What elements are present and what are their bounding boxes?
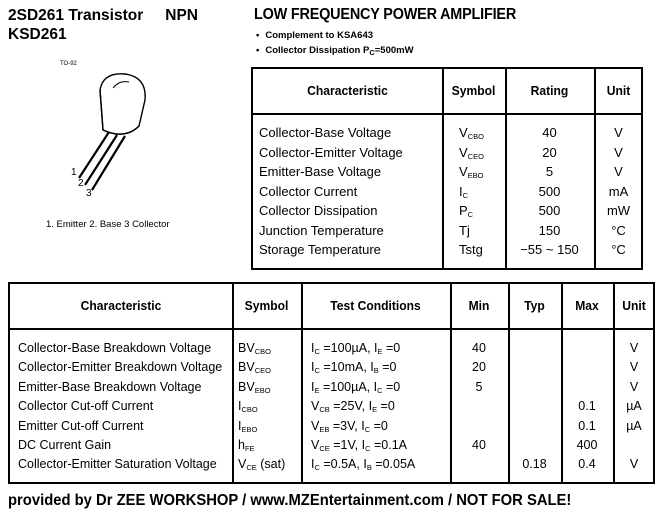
characteristic-cell: Storage Temperature [259, 242, 381, 257]
feature-item: • Collector Dissipation $P_C=500mW$ [256, 43, 414, 58]
pin-label: 2 [78, 178, 84, 189]
table-row [253, 223, 641, 243]
column-header: Unit [622, 298, 646, 313]
unit-cell: mW [606, 203, 631, 218]
symbol-cell: $h_{FE}$ [238, 438, 255, 453]
max-cell: 0.1 [578, 418, 596, 433]
pin-label: 3 [86, 188, 92, 199]
characteristic-cell: Collector Dissipation [259, 203, 378, 218]
characteristic-cell: Collector-Emitter Voltage [259, 144, 403, 160]
symbol-cell: $I_{CBO}$ [238, 399, 258, 415]
footer-credit: provided by Dr ZEE WORKSHOP / www.MZEntertainment.com / NOT FOR SALE! [8, 492, 572, 509]
table-row [10, 341, 653, 360]
unit-cell: µA [626, 418, 642, 433]
subscript: E [372, 405, 378, 415]
subscript: C [314, 463, 320, 473]
subscript: E [314, 385, 320, 395]
column-header: Characteristic [80, 298, 162, 313]
subscript: C [365, 444, 371, 453]
subscript: CB [319, 405, 330, 415]
min-cell: 40 [472, 341, 486, 355]
max-cell: 400 [576, 438, 598, 452]
characteristic-cell: Collector-Base Breakdown Voltage [18, 341, 212, 355]
subscript: CBO [254, 347, 271, 356]
characteristic-cell: Collector Current [259, 183, 358, 199]
table-row [10, 360, 653, 379]
characteristic-cell: Collector-Base Voltage [259, 125, 392, 140]
characteristic-cell: Collector-Emitter Breakdown Voltage [18, 360, 223, 375]
table-row [253, 184, 641, 204]
column-header: Min [468, 298, 490, 313]
subscript: EB [319, 424, 330, 434]
pin-legend: 1. Emitter 2. Base 3 Collector [46, 219, 170, 230]
subscript: CE [246, 463, 257, 473]
table-row [10, 438, 653, 457]
polarity-label: NPN [165, 7, 198, 24]
unit-cell: °C [611, 242, 626, 257]
part-alias: KSD261 [8, 26, 67, 43]
column-header: Test Conditions [330, 298, 421, 313]
rating-cell: 40 [542, 125, 557, 140]
subscript: CEO [254, 366, 271, 376]
table-row [253, 145, 641, 165]
part-title [8, 6, 198, 25]
subscript: C [377, 385, 383, 395]
symbol-cell: Tj [459, 222, 470, 238]
rating-cell: 5 [545, 164, 554, 179]
test-condition-cell: $I_C =100\mu A$, $I_E =0$ [311, 341, 401, 356]
subscript: CBO [467, 132, 484, 141]
characteristic-cell: Collector-Emitter Saturation Voltage [18, 457, 217, 472]
unit-cell: V [614, 125, 623, 140]
unit-cell: °C [611, 222, 626, 238]
subscript: EBO [254, 385, 271, 395]
column-header: Unit [606, 83, 631, 98]
max-cell: 0.1 [578, 399, 596, 414]
table-row [253, 203, 641, 223]
rating-cell: 500 [538, 203, 561, 218]
to92-package-drawing [55, 60, 215, 220]
subscript: B [366, 463, 372, 473]
pin-label: 1 [71, 167, 77, 178]
unit-cell: V [614, 144, 623, 160]
absolute-ratings-table [251, 67, 643, 270]
symbol-cell: $I_C$ [459, 183, 469, 200]
unit-cell: V [629, 341, 639, 355]
min-cell: 40 [472, 438, 486, 452]
symbol-cell: $V_{CE}$ (sat) [238, 457, 286, 473]
subscript: EBO [467, 171, 484, 180]
table-row [10, 419, 653, 438]
test-condition-cell: $I_E =100\mu A$, $I_C =0$ [311, 379, 401, 395]
characteristic-cell: Collector Cut-off Current [18, 399, 154, 414]
subscript: B [373, 366, 379, 376]
max-cell: 0.4 [578, 457, 596, 472]
characteristic-cell: DC Current Gain [18, 438, 112, 452]
table-row [253, 242, 641, 262]
unit-cell: mA [608, 183, 629, 199]
subscript: C [314, 347, 320, 356]
test-condition-cell: $V_{EB} =3V$, $I_C =0$ [311, 418, 388, 434]
table-row [10, 457, 653, 476]
unit-cell: V [629, 379, 639, 394]
characteristic-cell: Junction Temperature [259, 222, 384, 238]
subscript: FE [244, 444, 255, 453]
test-condition-cell: $I_C =0.5A$, $I_B =0.05A$ [311, 457, 416, 473]
feature-item: • Complement to KSA643 [256, 28, 414, 43]
min-cell: 20 [472, 360, 486, 375]
rating-cell: 500 [538, 183, 561, 199]
column-header: Symbol [451, 83, 496, 98]
test-condition-cell: $V_{CE} =1V$, $I_C =0.1A$ [311, 438, 408, 453]
table-row [10, 399, 653, 418]
rating-cell: −55 ~ 150 [520, 242, 579, 257]
subscript: C [364, 424, 371, 434]
feature-list [256, 28, 414, 58]
rating-cell: 20 [542, 144, 557, 160]
typ-cell: 0.18 [522, 457, 547, 472]
subscript: CE [319, 444, 330, 453]
symbol-cell: $V_{EBO}$ [459, 164, 484, 180]
subscript: C [314, 366, 320, 376]
unit-cell: V [629, 360, 639, 375]
subscript: EBO [241, 424, 258, 434]
unit-cell: V [629, 457, 639, 472]
min-cell: 5 [475, 379, 483, 394]
symbol-cell: $P_C$ [459, 203, 474, 219]
test-condition-cell: $I_C =10mA$, $I_B =0$ [311, 360, 397, 376]
table-row [10, 380, 653, 399]
column-header: Rating [530, 83, 569, 98]
subscript: E [377, 347, 383, 356]
symbol-cell: $BV_{CBO}$ [238, 341, 271, 356]
symbol-cell: $I_{EBO}$ [238, 418, 258, 434]
characteristic-cell: Emitter-Base Voltage [259, 164, 382, 179]
subscript: C [462, 190, 469, 200]
unit-cell: µA [626, 399, 642, 414]
test-condition-cell: $V_{CB} =25V$, $I_E =0$ [311, 399, 395, 415]
column-header: Max [575, 298, 599, 313]
symbol-cell: $BV_{CEO}$ [238, 360, 271, 376]
subscript: C [467, 210, 474, 219]
subscript: CBO [241, 405, 258, 415]
subscript: CEO [467, 151, 484, 161]
table-row [253, 164, 641, 184]
symbol-cell: Tstg [459, 242, 483, 257]
symbol-cell: $BV_{EBO}$ [238, 379, 271, 395]
page-heading: LOW FREQUENCY POWER AMPLIFIER [254, 6, 517, 23]
unit-cell: V [614, 164, 623, 179]
symbol-cell: $V_{CEO}$ [459, 144, 484, 161]
rating-cell: 150 [538, 222, 561, 238]
column-header: Characteristic [307, 83, 388, 98]
electrical-characteristics-table [8, 282, 655, 484]
table-row [253, 125, 641, 145]
part-number: 2SD261 Transistor [8, 7, 144, 24]
symbol-cell: $V_{CBO}$ [459, 125, 484, 141]
characteristic-cell: Emitter Cut-off Current [18, 418, 144, 433]
column-header: Typ [524, 298, 545, 313]
column-header: Symbol [244, 298, 289, 313]
characteristic-cell: Emitter-Base Breakdown Voltage [18, 379, 202, 394]
package-code: TO-92 [60, 61, 77, 67]
